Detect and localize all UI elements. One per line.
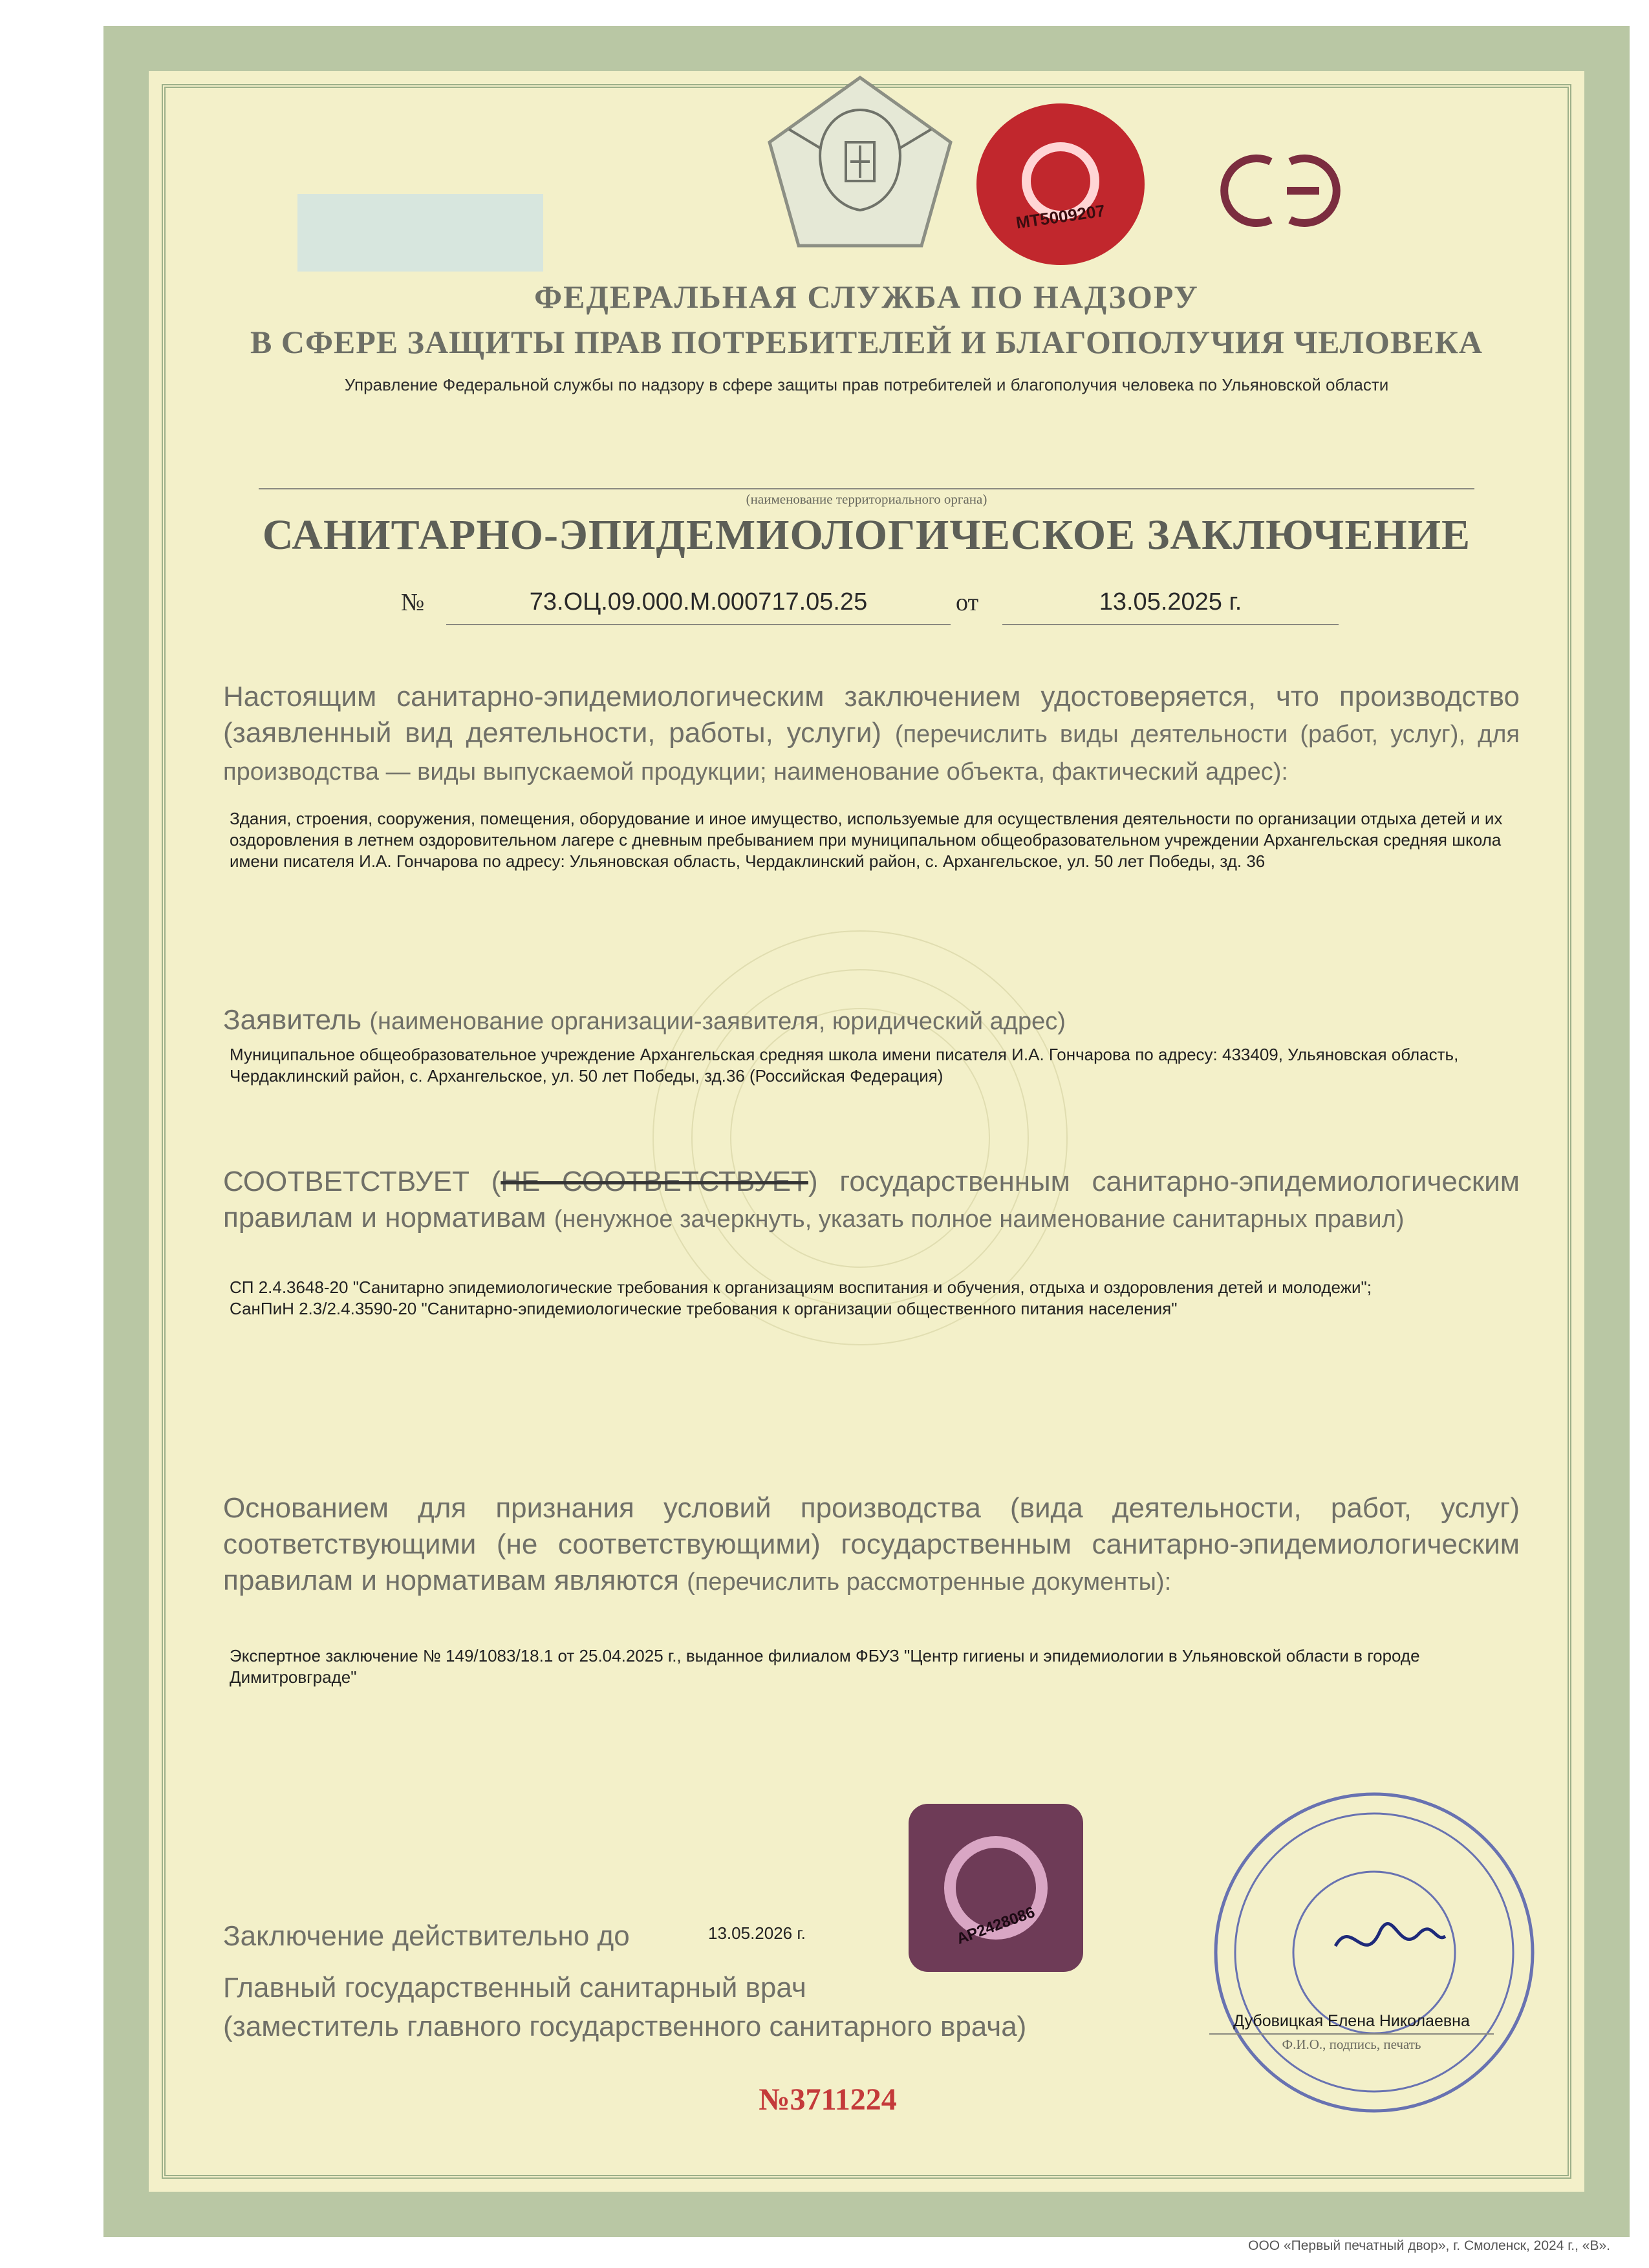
applicant-block: [223, 1002, 1520, 1040]
number-rule: [446, 624, 951, 625]
basis-lead: Основанием для признания условий производства (вида деятельности, работ, услуг) соответствующими (не соответствующими) государственным санитарно-эпидемиологическим правилам и нормативам являются: [223, 1492, 1520, 1596]
production-value: Здания, строения, сооружения, помещения, оборудование и иное имущество, используемые для осуществления деятельности по организации отдыха детей и их оздоровления в летнем оздоровительном лагере с дневным пребыванием при муниципальном общеобразовательном учреждении Архангельская средняя школа имени писателя И.А. Гончарова по адресу: Ульяновская область, Чердаклинский район, с. Архангельское, ул. 50 лет Победы, зд. 36: [230, 809, 1503, 871]
hologram-seal-icon: [976, 103, 1145, 265]
validity-date: 13.05.2026 г.: [708, 1923, 806, 1943]
applicant-value: Муниципальное общеобразовательное учреждение Архангельская средняя школа имени писателя И.А. Гончарова по адресу: 433409, Ульяновская область, Чердаклинский район, с. Архангельское, ул. 50 лет Победы, зд.36 (Российская Федерация): [230, 1045, 1459, 1086]
production-lead-block: [223, 679, 1520, 790]
production-lead: Настоящим санитарно-эпидемиологическим заключением удостоверяется, что производство (заявленный вид деятельности, работы, услуги): [223, 681, 1520, 749]
certification-mark-icon: [1209, 149, 1352, 233]
compliance-not-complies: НЕ СООТВЕТСТВУЕТ: [501, 1166, 808, 1197]
number-label: №: [401, 589, 425, 616]
hologram-code: MT5009207: [1015, 200, 1106, 233]
applicant-hint: (наименование организации-заявителя, юридический адрес): [369, 1008, 1066, 1035]
compliance-complies: СООТВЕТСТВУЕТ: [223, 1166, 469, 1197]
signatory-caption: Ф.И.О., подпись, печать: [1282, 2037, 1421, 2052]
validity-label: Заключение действительно до: [223, 1920, 630, 1952]
compliance-hint: (ненужное зачеркнуть, указать полное наименование санитарных правил): [554, 1206, 1405, 1233]
agency-line2: В СФЕРЕ ЗАЩИТЫ ПРАВ ПОТРЕБИТЕЛЕЙ И БЛАГОПОЛУЧИЯ ЧЕЛОВЕКА: [250, 324, 1483, 360]
compliance-text: государственным санитарно-эпидемиологическим правилам и нормативам: [223, 1166, 1520, 1234]
basis-hint: (перечислить рассмотренные документы):: [687, 1568, 1172, 1596]
document-title: САНИТАРНО-ЭПИДЕМИОЛОГИЧЕСКОЕ ЗАКЛЮЧЕНИЕ: [262, 511, 1471, 559]
emblem-icon: [763, 71, 957, 259]
validity-hologram-code: AP2428086: [954, 1903, 1038, 1948]
territorial-rule: [259, 488, 1474, 489]
rule-item: СанПиН 2.3/2.4.3590-20 "Санитарно-эпидемиологические требования к организации общественного питания населения": [230, 1299, 1178, 1318]
signatory-role-line1: Главный государственный санитарный врач: [223, 1972, 806, 2004]
date-rule: [1002, 624, 1339, 625]
basis-value: Экспертное заключение № 149/1083/18.1 от 25.04.2025 г., выданное филиалом ФБУЗ "Центр гигиены и эпидемиологии в Ульяновской области в городе Димитровграде": [230, 1646, 1420, 1687]
basis-block: [223, 1490, 1520, 1600]
agency-line1: ФЕДЕРАЛЬНАЯ СЛУЖБА ПО НАДЗОРУ: [534, 279, 1199, 315]
official-stamp-icon: [1206, 1784, 1542, 2121]
security-patch: [297, 194, 543, 272]
signatory-role-line2: (заместитель главного государственного санитарного врача): [223, 2011, 1027, 2042]
territorial-office: Управление Федеральной службы по надзору в сфере защиты прав потребителей и благополучия человека по Ульяновской области: [344, 375, 1389, 394]
compliance-rules: [230, 1277, 1523, 1320]
date-label: от: [956, 589, 979, 616]
signatory-name: Дубовицкая Елена Николаевна: [1233, 2012, 1470, 2030]
printer-imprint: ООО «Первый печатный двор», г. Смоленск, 2024 г., «В».: [1248, 2238, 1610, 2253]
compliance-block: СООТВЕТСТВУЕТ (НЕ СООТВЕТСТВУЕТ) государственным санитарно-эпидемиологическим правилам и нормативам (ненужное зачеркнуть, указать полное наименование санитарных правил): [223, 1166, 1520, 1234]
production-hint: (перечислить виды деятельности (работ, услуг), для производства — виды выпускаемой продукции; наименование объекта, фактический адрес):: [223, 721, 1520, 786]
serial-number: №3711224: [759, 2082, 897, 2117]
territorial-caption: (наименование территориального органа): [746, 491, 987, 507]
document-date: 13.05.2025 г.: [1099, 588, 1242, 615]
document-number: 73.ОЦ.09.000.М.000717.05.25: [529, 588, 868, 615]
signatory-rule: [1209, 2033, 1494, 2035]
hologram-sticker-icon: [909, 1804, 1083, 1972]
applicant-label: Заявитель: [223, 1004, 362, 1036]
rule-item: СП 2.4.3648-20 "Санитарно эпидемиологические требования к организациям воспитания и обучения, отдыха и оздоровления детей и молодежи";: [230, 1278, 1372, 1297]
